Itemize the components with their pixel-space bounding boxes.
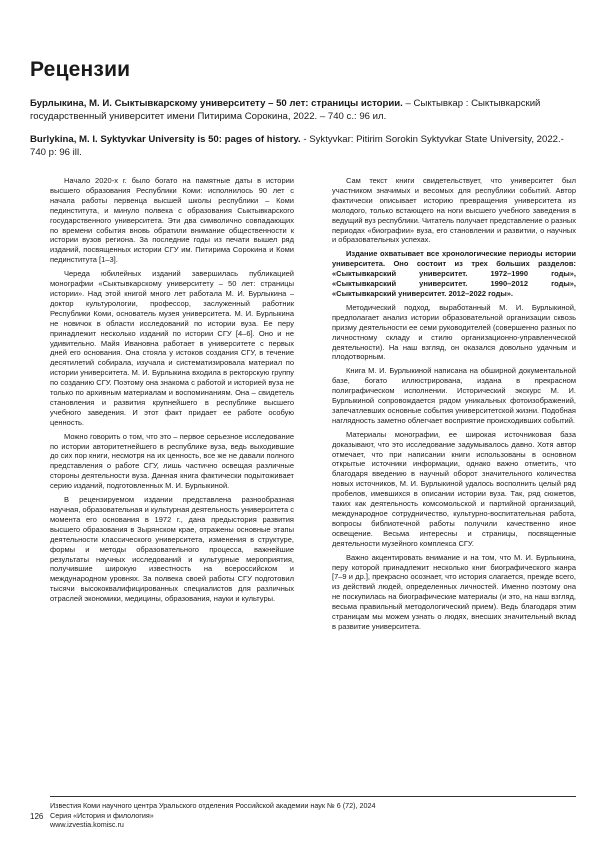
right-column xyxy=(332,176,576,636)
journal-footer xyxy=(50,801,375,830)
page-title: Рецензии xyxy=(30,58,131,81)
paragraph: Важно акцентировать внимание и на том, что М. И. Бурлыкина, перу которой принадлежит несколько книг биографического жанра [7–9 и др.], прекрасно осознает, что история слагается, прежде всего, из действий людей, определенных личностей. Именно поэтому она не поскупилась на биографические материалы (и это, на наш взгляд, весьма правильный методологический прием). Ведь благодаря этим страницам мы можем узнать о людях, внесших значительный вклад в развитие университета. xyxy=(332,552,576,631)
journal-name: Известия Коми научного центра Уральского отделения Российской академии наук № 6 (72), 2024 xyxy=(50,801,376,810)
bibliography-russian xyxy=(30,97,578,123)
page-number: 126 xyxy=(30,812,44,821)
journal-series: Серия «История и филология» xyxy=(50,810,154,820)
paragraph: Книга М. И. Бурлыкиной написана на обширной документальной базе, богато иллюстрирована, издана в прекрасном полиграфическом исполнении. Исторический экскурс М. И. Бурлыкиной сопровождается рядом уникальных фотоизображений, запечатлевших основные события университетской жизни. Подобная наглядность заметно облегчает восприятие происходивших событий. xyxy=(332,366,576,425)
journal-website-link[interactable]: www.izvestia.komisc.ru xyxy=(50,820,124,830)
paragraph: Методический подход, выработанный М. И. Бурлыкиной, предполагает анализ истории образовательной организации сквозь призму деятельности ее семи руководителей (совершенно разных по личностному складу и стилю организационно-управленческой деятельности). На наш взгляд, он оказался довольно удачным и плодотворным. xyxy=(332,302,576,362)
paragraph: В рецензируемом издании представлена разнообразная научная, образовательная и культурная деятельность университета с момента его основания в 1972 г., дана предыстория развития высшего образования в Зырянском крае, отражены основные этапы деятельности классического университета, изменения в структуре, формы и методы образовательного процесса, важнейшие результаты научных исследований и культурные мероприятия, получившие широкую известность на всероссийском и международном уровнях. За полвека своей работы СГУ подготовил тысячи высококвалифицированных специалистов для различных отраслей экономики, медицины, образования, науки и культуры. xyxy=(50,495,294,604)
bibliography-russian-details: – Сыктывкар : Сыктывкарский государственный университет имени Питирима Сорокина, 2022. – 740 с.: 96 ил. xyxy=(30,98,541,122)
paragraph: Издание охватывает все хронологические периоды истории университета. Оно состоит из трех больших разделов: «Сыктывкарский университет. 1972–1990 годы», «Сыктывкарский университет. 1990–2012 годы», «Сыктывкарский университет. 2012–2022 годы». xyxy=(332,249,576,298)
bibliography-english-title: Burlykina, M. I. Syktyvkar University is 50: pages of history. xyxy=(30,134,301,145)
bibliography-english xyxy=(30,133,578,159)
paragraph: Материалы монографии, ее широкая источниковая база доказывают, что это исследование задумывалось давно. Хотя автор отмечает, что при написании книги использованы в основном открытые источники информации, однако важно отметить, что благодаря введению в научный оборот значительного количества новых источников, М. И. Бурлыкиной удалось восполнить целый ряд пробелов, имевшихся в описании истории вуза. Так, ряд сюжетов, таких как деятельность комсомольской и партийной организаций, международное сотрудничество, культурно-воспитательная работа, вопросы библиотечной работы получили качественно иное освещение. Весьма интересны и страницы, посвященные деятельности музейного комплекса СГУ. xyxy=(332,429,576,548)
paragraph: Сам текст книги свидетельствует, что университет был участником значимых и весомых для республики событий. Автор фактически описывает историю превращения университета из молодого, только встающего на ноги высшего учебного заведения в ведущий вуз республики. Читатель получает представление о разных периодах «биографии» вуза, его становлении и развитии, о научных и образовательных успехах. xyxy=(332,176,576,245)
bibliography-english-details: - Syktyvkar: Pitirim Sorokin Syktyvkar State University, 2022.- 740 p: 96 ill. xyxy=(30,134,564,158)
left-column xyxy=(50,176,294,608)
bibliography-russian-title: Бурлыкина, М. И. Сыктывкарскому университету – 50 лет: страницы истории. xyxy=(30,98,403,109)
paragraph: Начало 2020-х г. было богато на памятные даты в истории высшего образования Республики Коми: исполнилось 90 лет с начала работы первенца высшей школы республики – Коми пединститута, и минуло полвека с образования Сыктывкарского государственного университета. Эти два символично совпадающих по времени события вновь обратили внимание общественности к истории вузов региона. За последние годы из печати вышел ряд изданий, посвященных истории СГУ им. Питирима Сорокина и Коми пединститута [1–3]. xyxy=(50,176,294,265)
paragraph: Череда юбилейных изданий завершилась публикацией монографии «Сыктывкарскому университету – 50 лет: страницы истории». Над этой книгой много лет работала М. И. Бурлыкина – доктор культурологии, профессор, заслуженный работник Республики Коми, основатель музея университета. М. И. Бурлыкина не новичок в области исследований по истории вуза. Ее перу принадлежит несколько изданий по истории СГУ [4–6]. Оно и не удивительно. Майя Ивановна работает в университете с первых дней его основания. Она стояла у истоков создания СГУ, в течение десятилетий собирала, изучала и систематизировала материал по истории университета. М. И. Бурлыкина входила в ректорскую группу по созданию СГУ. Поэтому она знакома с работой и историей вуза не только по архивным материалам и воспоминаниям. Она – свидетель становления и развития крупнейшего в республике высшего учебного заведения. И этот факт придает ее работе особую ценность. xyxy=(50,269,294,427)
paragraph: Можно говорить о том, что это – первое серьезное исследование по истории авторитетнейшего в республике вуза, ведь выходившие до сих пор книги, несмотря на их ценность, все же не давали полного представления о работе СГУ, лишь частично освещая различные стороны деятельности вуза. Данная книга фактически подытоживает серию изданий, подготовленных М. И. Бурлыкиной. xyxy=(50,431,294,491)
footer-divider xyxy=(50,796,576,797)
